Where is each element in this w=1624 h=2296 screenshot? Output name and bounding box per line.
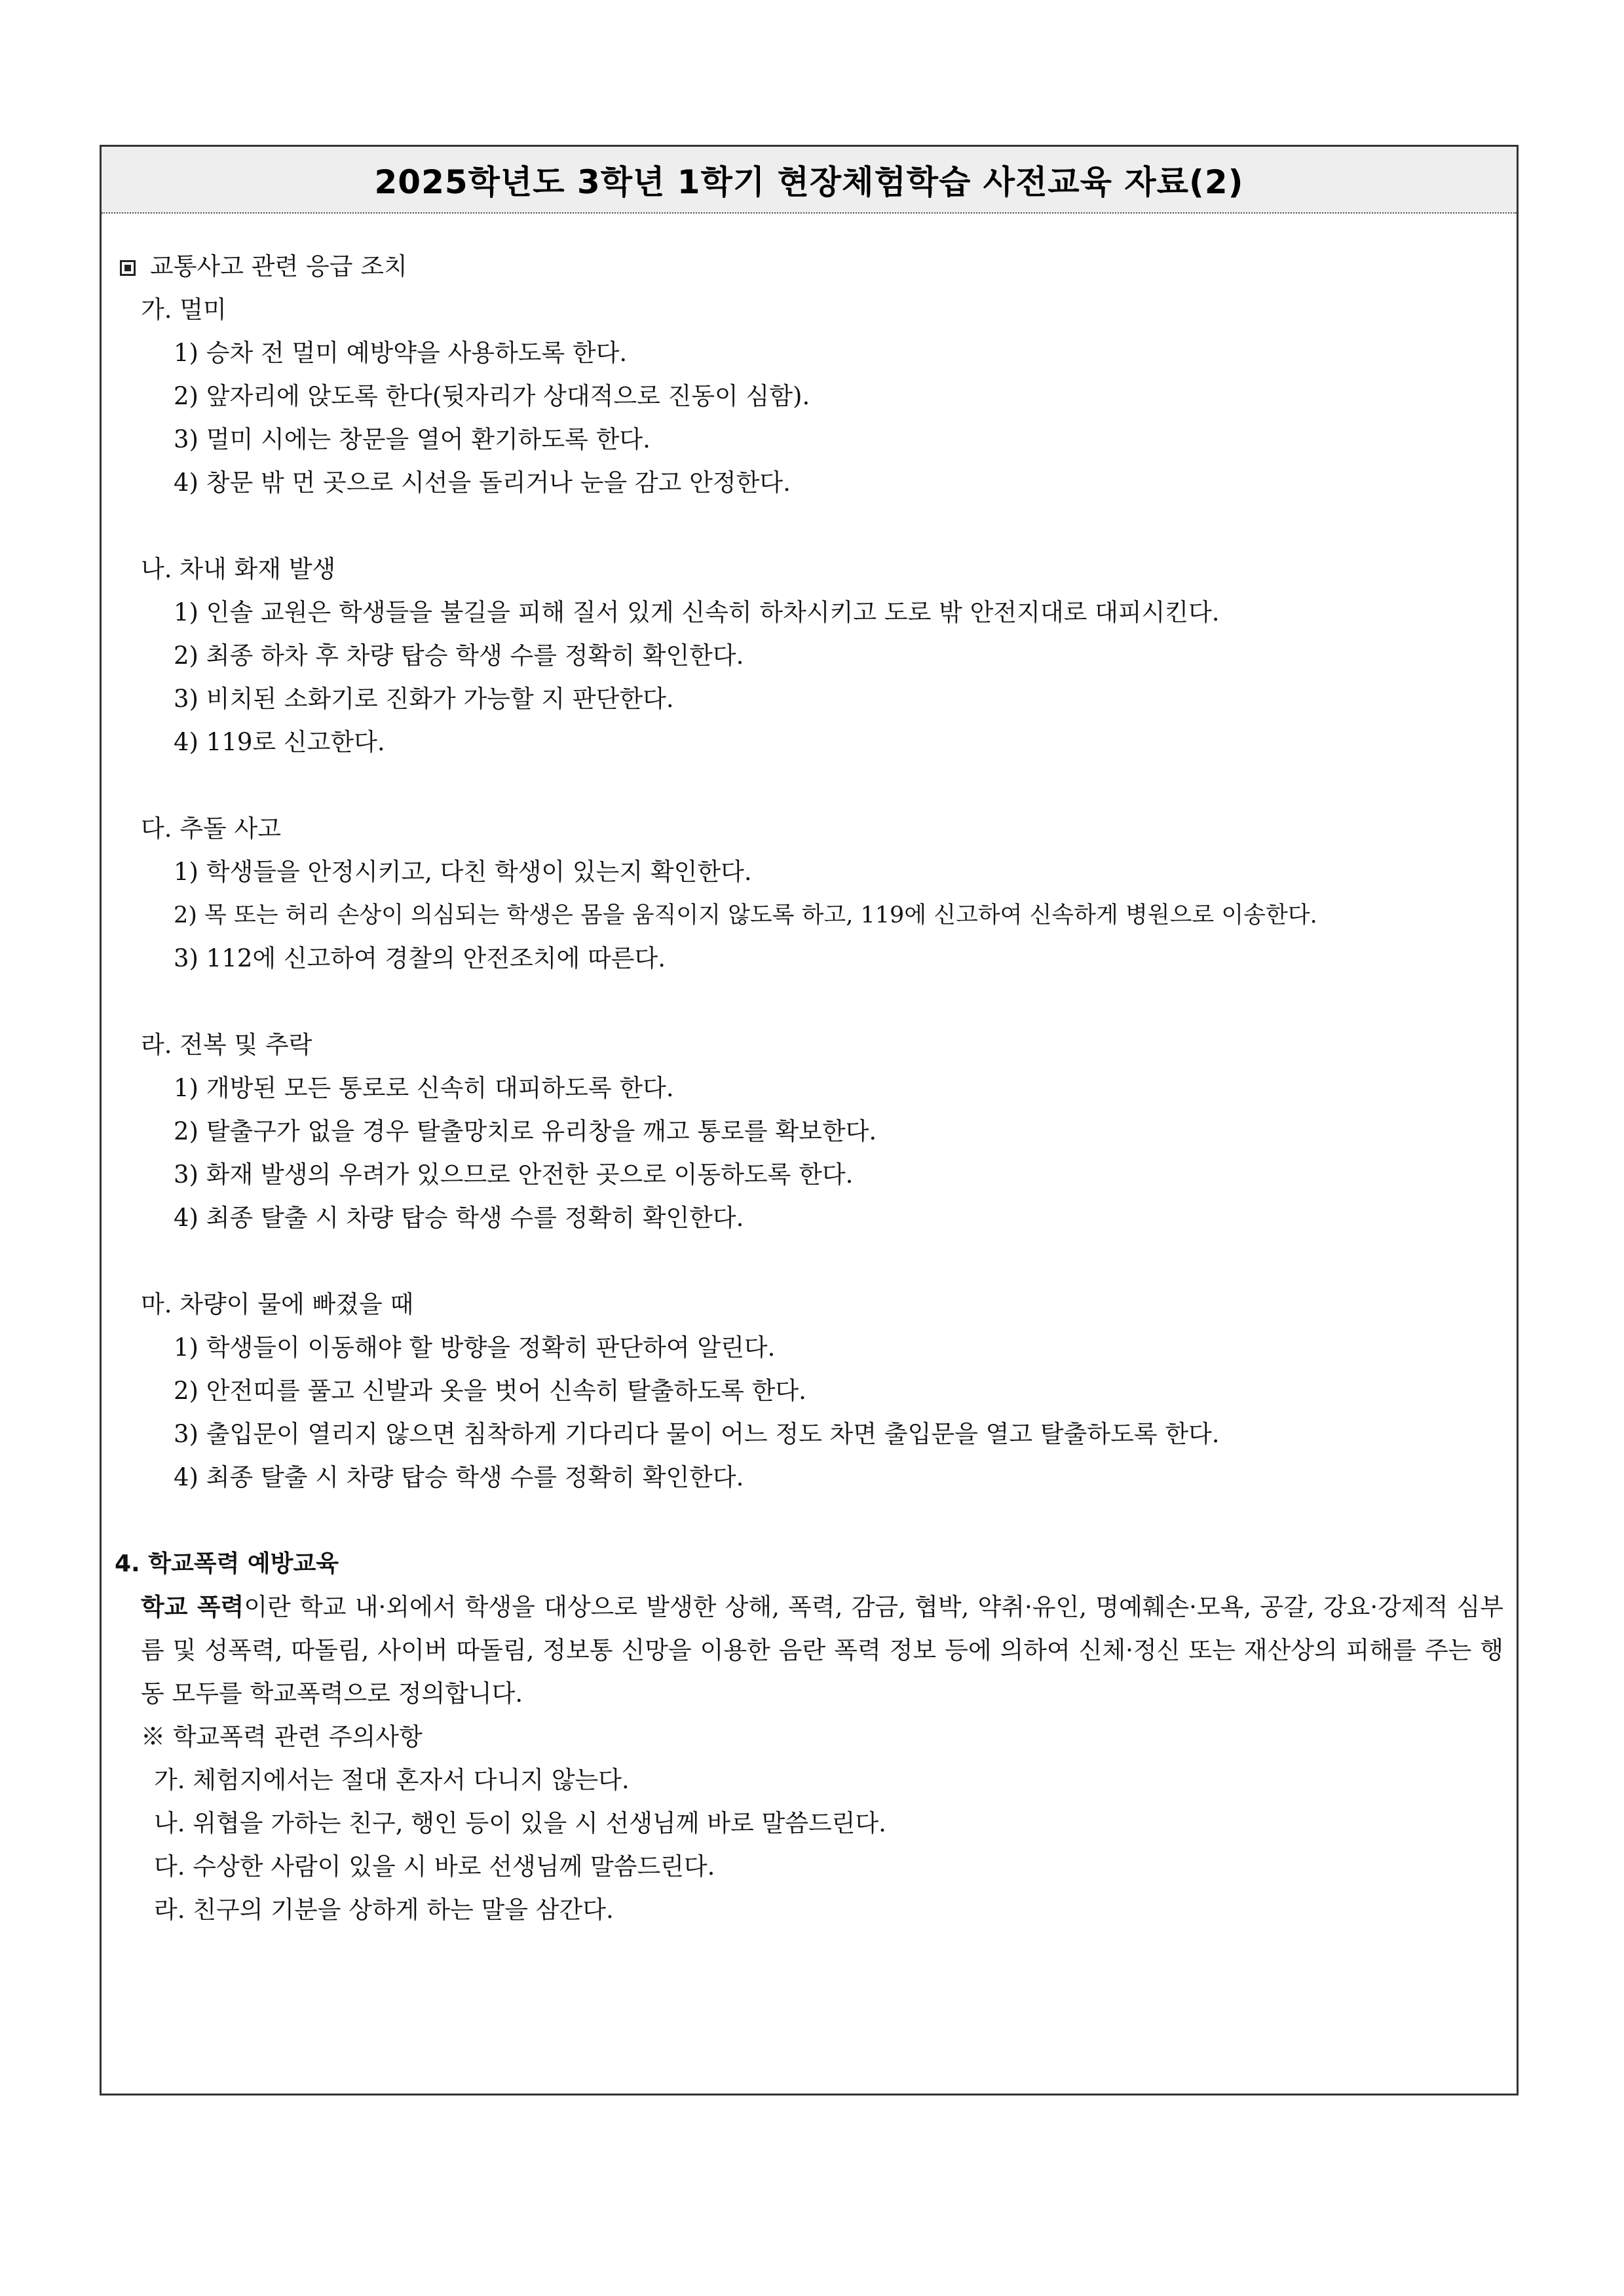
- list-item: 2) 앞자리에 앉도록 한다(뒷자리가 상대적으로 진동이 심함).: [174, 382, 810, 410]
- spacer: [115, 505, 1503, 548]
- list-item: 3) 화재 발생의 우려가 있으므로 안전한 곳으로 이동하도록 한다.: [174, 1160, 854, 1189]
- document-body: [115, 245, 1503, 1932]
- title-bar: [102, 147, 1517, 214]
- subsection-label: 나. 차내 화재 발생: [141, 555, 336, 583]
- notice-item: 라. 친구의 기분을 상하게 하는 말을 삼간다.: [154, 1896, 614, 1924]
- list-item: 1) 개방된 모든 통로로 신속히 대피하도록 한다.: [174, 1074, 674, 1102]
- definition-term: 학교 폭력: [141, 1593, 244, 1621]
- notice-item: 다. 수상한 사람이 있을 시 바로 선생님께 말씀드린다.: [154, 1852, 715, 1881]
- list-item: 2) 목 또는 허리 손상이 의심되는 학생은 몸을 움직이지 않도록 하고, 119에 신고하여 신속하게 병원으로 이송한다.: [174, 902, 1317, 928]
- list-item: 4) 최종 탈출 시 차량 탑승 학생 수를 정확히 확인한다.: [174, 1463, 744, 1491]
- list-item: 4) 119로 신고한다.: [174, 728, 385, 756]
- subsection-label: 마. 차량이 물에 빠졌을 때: [141, 1290, 414, 1318]
- notice-item: 나. 위협을 가하는 친구, 행인 등이 있을 시 선생님께 바로 말씀드린다.: [154, 1809, 886, 1837]
- list-item: 1) 승차 전 멀미 예방약을 사용하도록 한다.: [174, 339, 628, 367]
- list-item: 1) 인솔 교원은 학생들을 불길을 피해 질서 있게 신속히 하차시키고 도로 밖 안전지대로 대피시킨다.: [174, 598, 1220, 626]
- list-item: 2) 안전띠를 풀고 신발과 옷을 벗어 신속히 탈출하도록 한다.: [174, 1377, 806, 1405]
- list-item: 2) 탈출구가 없을 경우 탈출망치로 유리창을 깨고 통로를 확보한다.: [174, 1117, 877, 1145]
- list-item: 2) 최종 하차 후 차량 탑승 학생 수를 정확히 확인한다.: [174, 641, 744, 670]
- notice-heading: ※ 학교폭력 관련 주의사항: [141, 1723, 423, 1751]
- list-item: 1) 학생들이 이동해야 할 방향을 정확히 판단하여 알린다.: [174, 1333, 776, 1362]
- section-heading-school-violence: 4. 학교폭력 예방교육: [115, 1550, 339, 1577]
- list-item: 4) 최종 탈출 시 차량 탑승 학생 수를 정확히 확인한다.: [174, 1204, 744, 1232]
- list-item: 3) 112에 신고하여 경찰의 안전조치에 따른다.: [174, 944, 666, 972]
- spacer: [115, 980, 1503, 1024]
- spacer: [115, 764, 1503, 807]
- list-item: 3) 출입문이 열리지 않으면 침착하게 기다리다 물이 어느 정도 차면 출입문을 열고 탈출하도록 한다.: [174, 1420, 1220, 1448]
- definition-text: 이란 학교 내·외에서 학생을 대상으로 발생한 상해, 폭력, 감금, 협박, 약취·유인, 명예훼손·모욕, 공갈, 강요·강제적 심부름 및 성폭력, 따돌림, 사이버 따돌림, 정보통 신망을 이용한 음란 폭력 정보 등에 의하여 신체·정신 또는 재산상의 피해를 주는 행동 모두를 학교폭력으로 정의합니다.: [141, 1593, 1504, 1708]
- filled-square-bullet-icon: [120, 260, 136, 276]
- list-item: 4) 창문 밖 먼 곳으로 시선을 돌리거나 눈을 감고 안정한다.: [174, 469, 791, 497]
- subsection-label: 가. 멀미: [141, 296, 227, 324]
- document-title: 2025학년도 3학년 1학기 현장체험학습 사전교육 자료(2): [374, 163, 1244, 201]
- subsection-label: 라. 전복 및 추락: [141, 1031, 312, 1059]
- list-item: 3) 비치된 소화기로 진화가 가능할 지 판단한다.: [174, 685, 674, 713]
- spacer: [115, 1240, 1503, 1283]
- subsection-label: 다. 추돌 사고: [141, 814, 281, 843]
- section-heading-traffic: 교통사고 관련 응급 조치: [115, 245, 1503, 288]
- document-frame: [100, 145, 1519, 2095]
- list-item: 3) 멀미 시에는 창문을 열어 환기하도록 한다.: [174, 425, 651, 453]
- list-item: 1) 학생들을 안정시키고, 다친 학생이 있는지 확인한다.: [174, 858, 752, 886]
- spacer: [115, 1499, 1503, 1542]
- notice-item: 가. 체험지에서는 절대 혼자서 다니지 않는다.: [154, 1766, 630, 1794]
- definition-paragraph: [115, 1586, 1503, 1715]
